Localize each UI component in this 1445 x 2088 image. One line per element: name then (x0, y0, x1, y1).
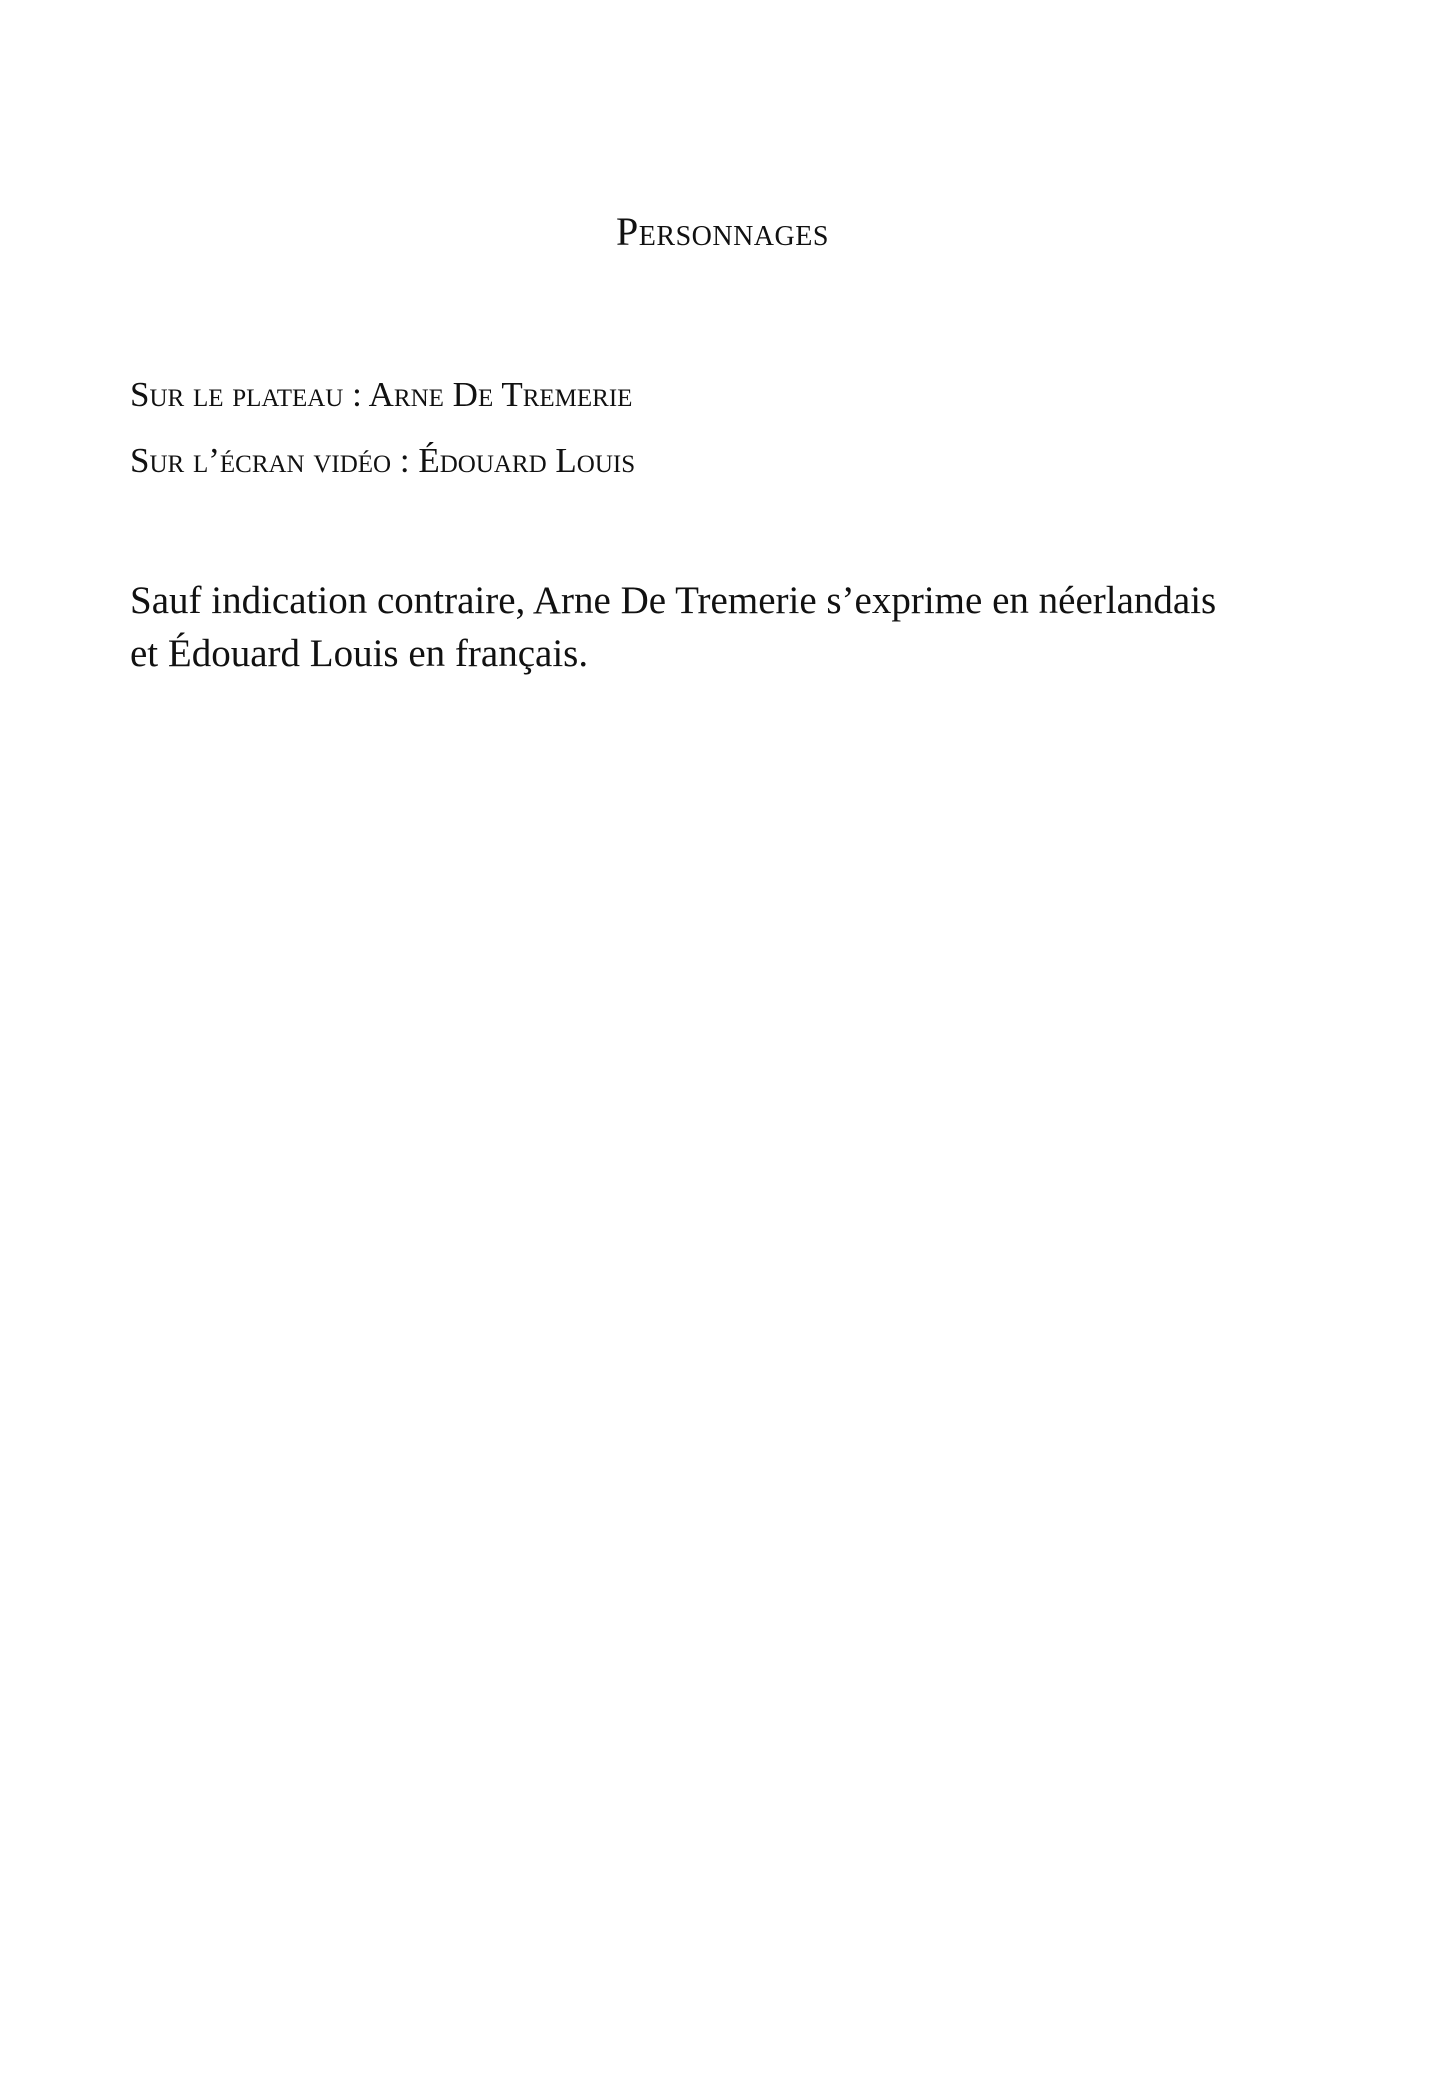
language-note (130, 574, 1290, 680)
language-note-line-1: Sauf indication contraire, Arne De Tremerie s’exprime en néerlandais (130, 579, 1217, 622)
cast-line-stage: Sur le plateau : Arne De Tremerie (130, 375, 633, 414)
language-note-line-2: et Édouard Louis en français. (130, 632, 589, 675)
cast-line-video: Sur l’écran vidéo : Édouard Louis (130, 441, 636, 480)
cast-list (130, 362, 635, 494)
page-title: Personnages (616, 209, 829, 254)
